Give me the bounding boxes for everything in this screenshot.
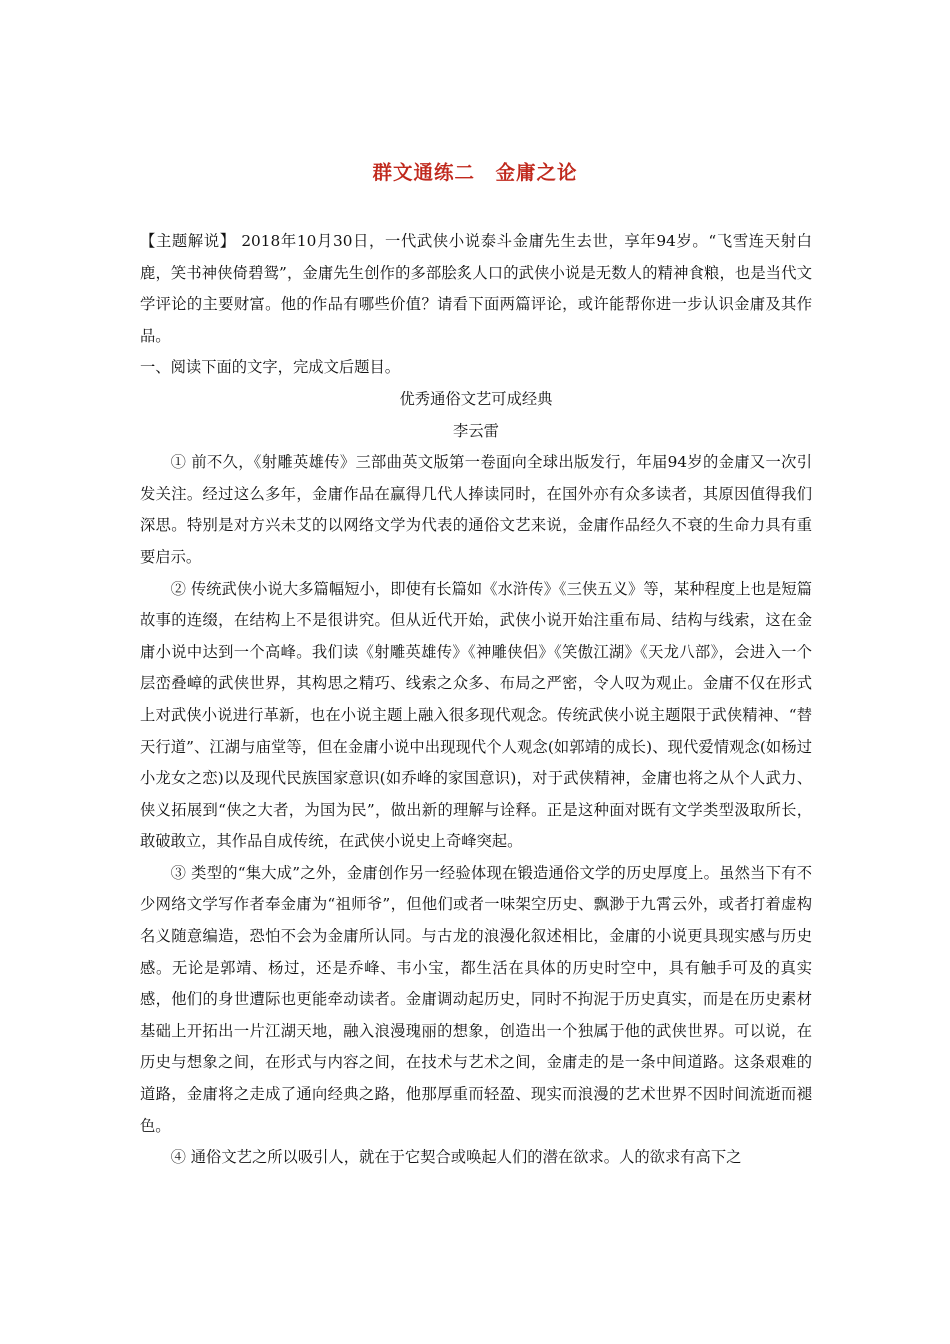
article-title: 优秀通俗文艺可成经典 (399, 389, 553, 408)
intro-text: 2018年10月30日，一代武侠小说泰斗金庸先生去世，享年94岁。“飞雪连天射白鹿，笑书神侠倚碧鸳”，金庸先生创作的多部脍炙人口的武侠小说是无数人的精神食粮，也是当代文学评论的主要财富。他的作品有哪些价值？请看下面两篇评论，或许能帮你进一步认识金庸及其作品。 (140, 232, 812, 345)
article-paragraph-4: ④ 通俗文艺之所以吸引人，就在于它契合或唤起人们的潜在欲求。人的欲求有高下之 (170, 1148, 742, 1167)
intro-tag: 【主题解说】 (140, 232, 236, 250)
article-paragraph-1: ① 前不久，《射雕英雄传》三部曲英文版第一卷面向全球出版发行，年届94岁的金庸又一次引发关注。经过这么多年，金庸作品在赢得几代人捧读同时，在国外亦有众多读者，其原因值得我们深思。特别是对方兴未艾的以网络文学为代表的通俗文艺来说，金庸作品经久不衰的生命力具有重要启示。 (140, 453, 812, 566)
section-heading: 一、阅读下面的文字，完成文后题目。 (140, 358, 401, 377)
article-author: 李云雷 (453, 421, 499, 440)
page-title: 群文通练二 金庸之论 (372, 161, 578, 184)
document-body (140, 226, 812, 1174)
intro-paragraph (140, 226, 812, 352)
article-paragraph-3: ③ 类型的“集大成”之外，金庸创作另一经验体现在锻造通俗文学的历史厚度上。虽然当下有不少网络文学写作者奉金庸为“祖师爷”，但他们或者一味架空历史、飘渺于九霄云外，或者打着虚构名义随意编造，恐怕不会为金庸所认同。与古龙的浪漫化叙述相比，金庸的小说更具现实感与历史感。无论是郭靖、杨过，还是乔峰、韦小宝，都生活在具体的历史时空中，具有触手可及的真实感，他们的身世遭际也更能牵动读者。金庸调动起历史，同时不拘泥于历史真实，而是在历史素材基础上开拓出一片江湖天地，融入浪漫瑰丽的想象，创造出一个独属于他的武侠世界。可以说，在历史与想象之间，在形式与内容之间，在技术与艺术之间，金庸走的是一条中间道路。这条艰难的道路，金庸将之走成了通向经典之路，他那厚重而轻盈、现实而浪漫的艺术世界不因时间流逝而褪色。 (140, 863, 812, 1135)
article-paragraph-2: ② 传统武侠小说大多篇幅短小，即使有长篇如《水浒传》《三侠五义》等，某种程度上也是短篇故事的连缀，在结构上不是很讲究。但从近代开始，武侠小说开始注重布局、结构与线索，这在金庸小说中达到一个高峰。我们读《射雕英雄传》《神雕侠侣》《笑傲江湖》《天龙八部》，会进入一个层峦叠嶂的武侠世界，其构思之精巧、线索之众多、布局之严密，令人叹为观止。金庸不仅在形式上对武侠小说进行革新，也在小说主题上融入很多现代观念。传统武侠小说主题限于武侠精神、“替天行道”、江湖与庙堂等，但在金庸小说中出现现代个人观念(如郭靖的成长)、现代爱情观念(如杨过小龙女之恋)以及现代民族国家意识(如乔峰的家国意识)，对于武侠精神，金庸也将之从个人武力、侠义拓展到“侠之大者，为国为民”，做出新的理解与诠释。正是这种面对既有文学类型汲取所长，敢破敢立，其作品自成传统，在武侠小说史上奇峰突起。 (140, 579, 812, 851)
